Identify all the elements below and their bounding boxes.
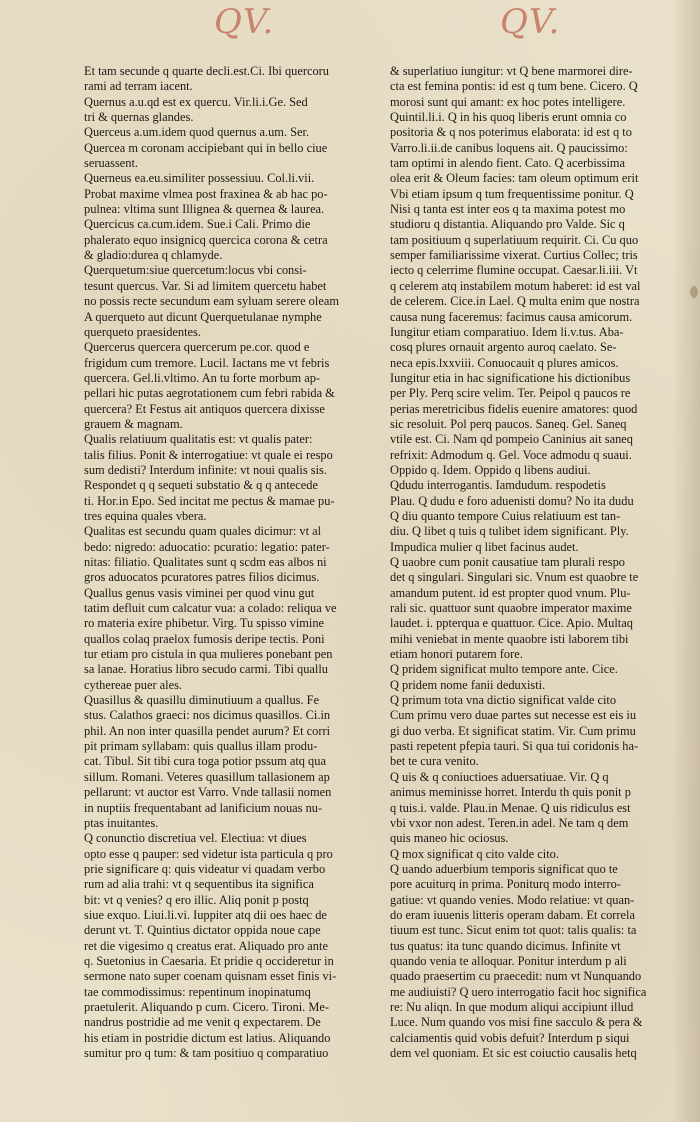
text-line: cosq plures ornauit argento auroq caelato. Se-	[390, 340, 617, 355]
text-line: bedo: nigredo: aduocatio: pcuratio: legatio: pater-	[84, 539, 330, 554]
text-line: tesunt quercus. Var. Si ad limitem quercetu habet	[84, 278, 327, 293]
text-line: quallos colaq praelox fumosis deripe tectis. Poni	[84, 631, 325, 646]
text-line: Q uaobre cum ponit causatiue tam plurali respo	[390, 555, 626, 569]
text-line: q tuis.i. valde. Plau.in Menae. Q uis ridiculus est	[390, 800, 631, 815]
text-line: nandrus postridie ad me venit q expectarem. De	[84, 1015, 321, 1030]
text-line: cythereae puer ales.	[84, 677, 183, 692]
text-line: Iungitur etiam comparatiuo. Idem li.v.tus. Aba-	[390, 324, 624, 339]
text-line: Varro.li.ii.de canibus loquens ait. Q paucissimo:	[390, 140, 628, 155]
text-line: opto esse q pauper: sed videtur ista particula q pro	[84, 846, 333, 861]
text-line: sillum. Romani. Veteres quasillum tallasionem ap	[84, 769, 330, 784]
text-line: semper familiarissime vixerat. Curtius Collec; tris	[390, 248, 638, 263]
text-line: Q pridem significat multo tempore ante. Cice.	[390, 662, 618, 677]
text-line: Querceus a.um.idem quod quernus a.um. Ser.	[84, 125, 310, 140]
text-line: pellari hic putas aegrotationem cum febri rabida &	[84, 386, 335, 401]
text-line: Qdudu interrogantis. Iamdudum. respodetis	[390, 478, 606, 493]
text-line: diu. Q libet q tuis q tulibet idem significant. Ply.	[390, 524, 629, 539]
text-line: Q uando aduerbium temporis significat quo te	[390, 861, 618, 876]
text-line: per Ply. Perq scire velim. Ter. Peipol q paucos re	[390, 386, 631, 401]
text-line: Qualitas est secundu quam quales dicimur: vt al	[84, 524, 322, 539]
text-line: Nisi q tanta est inter eos q ta maxima potest mo	[390, 202, 626, 217]
text-line: bit: vt q venies? q ero illic. Aliq ponit p postq	[84, 892, 309, 907]
text-line: olea erit & Oleum facies: tam oleum optimum erit	[390, 171, 639, 186]
text-line: in nuptiis frequentabant ad lanificium nouas nu-	[84, 800, 323, 815]
text-line: & superlatiuo iungitur: vt Q bene marmorei dire-	[390, 64, 633, 78]
text-line: Querquetum:siue quercetum:locus vbi consi-	[84, 263, 307, 278]
text-line: phil. An non inter quasilla pendet aurum? Et corri	[84, 723, 331, 738]
text-line: cat. Tibul. Sit tibi cura toga potior pssum atq qua	[84, 754, 326, 769]
text-line: his etiam in postridie dictum est latius. Aliquando	[84, 1030, 331, 1045]
text-line: Oppido q. Idem. Oppido q libens audiui.	[390, 462, 591, 477]
text-line: frigidum cum tremore. Lucil. Iactans me vt febris	[84, 355, 330, 370]
text-line: sic resoluit. Pol perq paucos. Saneq. Gel. Saneq	[390, 416, 627, 431]
text-line: quado praesertim cu praecedit: num vt Nunquando	[390, 969, 642, 984]
text-line: Quercerus quercera quercerum pe.cor. quod e	[84, 340, 310, 355]
right-text-column	[390, 64, 682, 1061]
text-line: gros aduocatos pcuratores patres filios dicimus.	[84, 570, 320, 585]
text-line: Probat maxime vlmea post fraxinea & ab hac po-	[84, 186, 328, 201]
text-line: neca epis.lxxviii. Conuocauit q plures amicos.	[390, 355, 619, 370]
text-line: mihi veniebat in mente quaobre isti laborem tibi	[390, 631, 629, 646]
text-line: cta est femina pontis: id est q tum bene. Cicero. Q	[390, 79, 638, 94]
left-text-column	[84, 64, 382, 1061]
text-line: tres equina quales vbera.	[84, 508, 207, 523]
text-line: Q pridem nome fanii deduxisti.	[390, 677, 546, 692]
text-line: rum ad alia trahi: vt q sequentibus ita significa	[84, 877, 314, 892]
text-line: tus quatus: ita tunc quando dicimus. Infinite vt	[390, 938, 621, 953]
text-line: refrixit: Admodum q. Gel. Voce admodu q suaui.	[390, 447, 632, 462]
text-line: sa lanae. Horatius libro secudo carmi. Tibi quallu	[84, 662, 328, 677]
text-line: quis maneo hic ociosus.	[390, 831, 509, 846]
text-line: Iungitur etia in hac significatione his dictionibus	[390, 370, 631, 385]
text-line: querqueto praesidentes.	[84, 324, 201, 339]
text-line: etiam honori putarem fore.	[390, 647, 523, 662]
text-line: tiuum est tunc. Sicut enim tot quot: talis qualis: ta	[390, 923, 637, 938]
text-line: q celerem atq instabilem motum haberet: id est val	[390, 278, 641, 293]
text-line: re: Nu aliqn. In que modum aliqui accipiunt illud	[390, 999, 634, 1014]
text-line: tri & quernas glandes.	[84, 110, 194, 125]
text-line: praetulerit. Aliquando p cum. Cicero. Tironi. Me-	[84, 999, 330, 1014]
text-line: prie significare q: quis videatur vi quadam verbo	[84, 861, 326, 876]
text-line: A querqueto aut dicunt Querquetulanae nymphe	[84, 309, 322, 324]
text-line: quando venia te alloquar. Ponitur interdum p ali	[390, 953, 627, 968]
text-line: Quercicus ca.cum.idem. Sue.i Cali. Primo die	[84, 217, 311, 232]
text-line: me audiuisti? Q uero interrogatio facit hoc significa	[390, 984, 647, 999]
text-line: Quasillus & quasillu diminutiuum a quallus. Fe	[84, 693, 320, 708]
running-head-left: QV.	[214, 2, 275, 42]
text-line: Q uis & q coniuctioes aduersatiuae. Vir. Q q	[390, 769, 609, 784]
text-line: sumitur pro q tum: & tam positiuo q comparatiuo	[84, 1046, 329, 1060]
text-line: sermone nato super coenam quisnam esset finis vi-	[84, 969, 337, 984]
text-line: ptas inuitantes.	[84, 815, 159, 830]
text-line: q. Suetonius in Caesaria. Et pridie q occideretur in	[84, 953, 334, 968]
text-line: bet te cura venito.	[390, 754, 479, 769]
text-line: amandum putent. id est propter quod vnum. Plu-	[390, 585, 631, 600]
text-line: Quintil.li.i. Q in his quoq liberis erunt omnia co	[390, 110, 627, 125]
text-line: Et tam secunde q quarte decli.est.Ci. Ibi quercoru	[84, 64, 329, 78]
text-line: tam optimi in alendo fient. Cato. Q acerbissima	[390, 156, 626, 171]
text-line: nitas: filiatio. Qualitates sunt q scdm eas albos ni	[84, 555, 327, 569]
page-edge-shadow	[672, 0, 700, 1122]
text-line: det q singulari. Singulari sic. Vnum est quaobre te	[390, 570, 639, 585]
text-line: gi duo verba. Et significat statim. Vir. Cum primu	[390, 723, 636, 738]
text-line: vbi vxor non adest. Teren.in adel. Ne tam q dem	[390, 815, 629, 830]
text-line: Q conunctio discretiua vel. Electiua: vt diues	[84, 831, 307, 846]
text-line: rali sic. quattuor sunt quaobre imperator maxime	[390, 601, 632, 616]
text-line: pulnea: vltima sunt Illignea & quernea & laurea.	[84, 202, 325, 217]
text-line: dem vel quoniam. Et sic est coiuctio causalis hetq	[390, 1046, 637, 1060]
text-line: perias meretricibus fidelis euenire amatores: quod	[390, 401, 638, 416]
text-line: Q mox significat q cito valde cito.	[390, 846, 559, 861]
text-line: quercera. Gel.li.vltimo. An tu forte morbum ap-	[84, 370, 321, 385]
text-line: talis filius. Ponit & interrogatiue: vt quale ei respo	[84, 447, 333, 462]
text-line: Q diu quanto tempore Cuius relatiuum est tan-	[390, 508, 621, 523]
text-line: Quernus a.u.qd est ex quercu. Vir.li.i.Ge. Sed	[84, 94, 308, 109]
text-line: tur etiam pro cistula in qua mulieres ponebant pen	[84, 647, 333, 662]
text-line: studioru q distantia. Aliquando pro Valde. Sic q	[390, 217, 625, 232]
text-line: & gladio:durea q chlamyde.	[84, 248, 223, 263]
text-line: tatim defluit cum calcatur vua: a colado: reliqua ve	[84, 601, 337, 616]
text-line: calciamentis quid vobis defuit? Interdum p siqui	[390, 1030, 630, 1045]
text-line: positoria & q nos poterimus elaborata: id est q to	[390, 125, 632, 140]
text-line: rami ad terram iacent.	[84, 79, 193, 94]
text-line: gatiue: vt quando venies. Modo relatiue: vt quan-	[390, 892, 635, 907]
text-line: no possis recte secundum eam syluam serere oleam	[84, 294, 339, 309]
text-line: de celerem. Cice.in Lael. Q multa enim que nostra	[390, 294, 640, 309]
text-line: quercera? Et Festus ait antiquos quercera dixisse	[84, 401, 325, 416]
text-line: stus. Calathos graeci: nos dicimus quasillos. Ci.in	[84, 708, 331, 723]
text-line: Cum primu vero duae partes sut necesse est eis iu	[390, 708, 637, 723]
text-line: tam positiuum q superlatiuum requirit. Ci. Cu quo	[390, 232, 639, 247]
text-line: do eram iuuenis litteris operam dabam. Et correla	[390, 907, 635, 922]
text-line: Q primum tota vna dictio significat valde cito	[390, 693, 617, 708]
text-line: Luce. Num quando vos misi fine sacculo & pera &	[390, 1015, 643, 1030]
text-line: Respondet q q sequeti substatio & q q antecede	[84, 478, 318, 493]
running-head-right: QV.	[500, 2, 561, 42]
text-line: pit primam syllabam: quis quallus illam produ-	[84, 739, 318, 754]
text-line: siue exquo. Liui.li.vi. Iuppiter atq dii oes haec de	[84, 907, 327, 922]
text-line: Qualis relatiuum qualitatis est: vt qualis pater:	[84, 432, 313, 447]
text-line: morosi sunt qui amant: ex hoc potes intelligere.	[390, 94, 626, 109]
text-line: Quallus genus vasis viminei per quod vinu gut	[84, 585, 315, 600]
text-line: animus meminisse horret. Interdu th quis ponit p	[390, 785, 631, 800]
text-line: iecto q celerrime flumine occupat. Caesar.li.iii. Vt	[390, 263, 638, 278]
text-line: seruassent.	[84, 156, 139, 171]
text-line: sum dedisti? Interdum infinite: vt noui qualis sis.	[84, 462, 327, 477]
text-line: laudet. i. ppterqua e quattuor. Cice. Apio. Multaq	[390, 616, 633, 631]
text-line: pellarunt: vt auctor est Varro. Vnde tallasii nomen	[84, 785, 332, 800]
text-line: pasti repetent pfepia tauri. Si qua tui coridonis ha-	[390, 739, 639, 754]
text-line: grauem & magnam.	[84, 416, 183, 431]
text-line: Querneus ea.eu.similiter possessiuu. Col.li.vii.	[84, 171, 315, 186]
text-line: tae commodissimus: repentinum inopinatumq	[84, 984, 311, 999]
text-line: ti. Hor.in Epo. Sed incitat me pectus & mamae pu-	[84, 493, 335, 508]
text-line: Impudica mulier q libet facinus audet.	[390, 539, 579, 554]
text-line: causa nung faceremus: facimus causa amicorum.	[390, 309, 633, 324]
text-line: phalerato equo insignicq quercica corona & cetra	[84, 232, 328, 247]
text-line: ret die vigesimo q creatus erat. Aliquado pro ante	[84, 938, 328, 953]
text-line: Plau. Q dudu e foro aduenisti domu? No ita dudu	[390, 493, 634, 508]
text-line: ro materia exire phibetur. Virg. Tu spisso vimine	[84, 616, 325, 631]
text-line: derunt vt. T. Quintius dictator oppida noue cape	[84, 923, 321, 938]
text-line: vtile est. Ci. Nam qd pompeio Caninius ait saneq	[390, 432, 633, 447]
text-line: Vbi etiam ipsum q tum frequentissime ponitur. Q	[390, 186, 634, 201]
text-line: pore acuiturq in prima. Poniturq modo interro-	[390, 877, 621, 892]
text-line: Quercea m coronam accipiebant qui in bello ciue	[84, 140, 328, 155]
